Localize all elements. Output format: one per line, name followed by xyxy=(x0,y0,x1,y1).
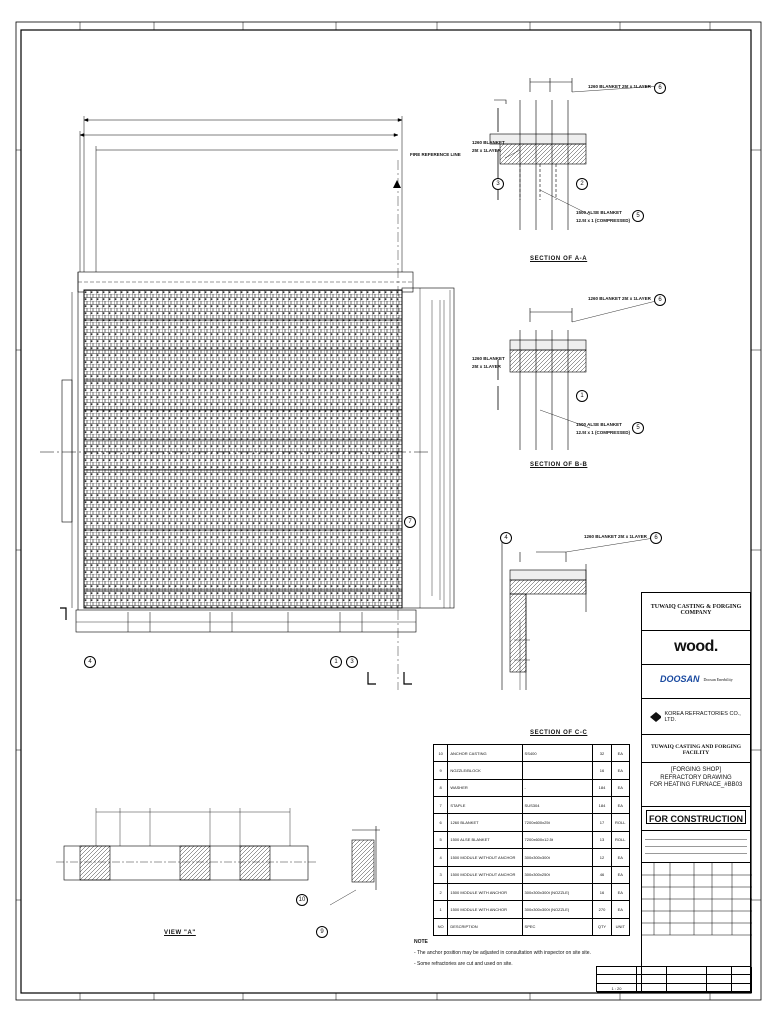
parts-table-row xyxy=(434,745,630,762)
facility-name: TUWAIQ CASTING AND FORGING FACILITY xyxy=(651,744,741,756)
fire-reference-label: FIRE REFERENCE LINE xyxy=(410,152,461,157)
blanket-left-callout-b: 1260 BLANKET xyxy=(472,356,505,361)
parts-cell-no: 4 xyxy=(434,849,448,866)
parts-cell-desc: ANCHOR CASTING xyxy=(448,745,522,762)
parts-table-row xyxy=(434,883,630,900)
parts-cell-desc: 1260 BLANKET xyxy=(448,814,522,831)
parts-cell-qty: 184 xyxy=(593,797,611,814)
parts-cell-desc: DESCRIPTION xyxy=(448,918,522,935)
parts-cell-unit: EA xyxy=(611,901,629,918)
notes-block xyxy=(414,937,599,970)
parts-cell-no: 9 xyxy=(434,762,448,779)
client-name: TUWAIQ CASTING & FORGING COMPANY xyxy=(650,604,742,616)
parts-cell-desc: 1500 MODULE WITH ANCHOR xyxy=(448,883,522,900)
parts-cell-qty: 17 xyxy=(593,814,611,831)
parts-cell-desc: WASHER xyxy=(448,779,522,796)
callout-balloon-10: 10 xyxy=(296,894,308,906)
parts-cell-unit: ROLL xyxy=(611,814,629,831)
block-callout-a-2: 12.5t x 1 (COMPRESSED) xyxy=(576,218,631,223)
callout-balloon-3b: 3 xyxy=(346,656,358,668)
parts-cell-desc: 1500 MODULE WITHOUT ANCHOR xyxy=(448,849,522,866)
parts-cell-qty: 12 xyxy=(593,849,611,866)
drawing-title-line-2: REFRACTORY DRAWING xyxy=(660,774,732,781)
parts-cell-spec: SS400 xyxy=(522,745,593,762)
block-callout-b-2: 12.5t x 1 (COMPRESSED) xyxy=(576,430,631,435)
note-1: - The anchor position may be adjusted in consultation with inspector on site site. xyxy=(414,950,591,956)
parts-cell-spec: 300x300x300t (NOZZLE) xyxy=(522,901,593,918)
parts-cell-no: NO xyxy=(434,918,448,935)
parts-cell-no: 10 xyxy=(434,745,448,762)
parts-table-row xyxy=(434,797,630,814)
parts-table-row xyxy=(434,901,630,918)
parts-cell-no: 6 xyxy=(434,814,448,831)
sheet-info-bar xyxy=(596,966,751,992)
callout-balloon-5b: 5 xyxy=(632,422,644,434)
parts-cell-spec: SUS304 xyxy=(522,797,593,814)
section-c-c-drawing xyxy=(502,538,654,690)
parts-cell-desc: 1500 MODULE WITH ANCHOR xyxy=(448,901,522,918)
parts-table xyxy=(433,744,630,936)
parts-cell-no: 1 xyxy=(434,901,448,918)
parts-cell-spec: 300x300x300t xyxy=(522,849,593,866)
callout-balloon-4: 4 xyxy=(500,532,512,544)
callout-balloon-6c: 6 xyxy=(650,532,662,544)
status-stamp: FOR CONSTRUCTION xyxy=(646,810,746,824)
parts-table-row xyxy=(434,779,630,796)
parts-table-row xyxy=(434,849,630,866)
korea-refractories-logo-icon xyxy=(650,712,661,722)
drawing-title-line-3: FOR HEATING FURNACE_#BB03 xyxy=(649,782,743,788)
parts-table-row xyxy=(434,762,630,779)
parts-cell-unit: EA xyxy=(611,849,629,866)
blanket-left-callout: 1260 BLANKET xyxy=(472,140,505,145)
parts-cell-qty: 184 xyxy=(593,779,611,796)
callout-balloon-9: 9 xyxy=(316,926,328,938)
section-a-a-title: SECTION OF A-A xyxy=(530,256,588,262)
parts-cell-qty: 270 xyxy=(593,901,611,918)
parts-cell-spec: 7200x600x25t xyxy=(522,814,593,831)
subcontractor-name: KOREA REFRACTORIES CO., LTD. xyxy=(664,711,741,723)
view-a-title: VIEW "A" xyxy=(164,930,196,936)
parts-cell-spec: SPEC xyxy=(522,918,593,935)
consultant-logo: wood. xyxy=(674,638,718,655)
parts-cell-spec: 7200x600x12.5t xyxy=(522,831,593,848)
title-block xyxy=(641,592,751,992)
parts-cell-desc: STAPLE xyxy=(448,797,522,814)
parts-table-row xyxy=(434,866,630,883)
contractor-logo: DOOSAN xyxy=(660,674,700,684)
callout-balloon-5: 5 xyxy=(632,210,644,222)
parts-cell-qty: QTY xyxy=(593,918,611,935)
blanket-callout-a: 1260 BLANKET 25t x 1LAYER xyxy=(588,84,651,89)
parts-cell-unit: EA xyxy=(611,866,629,883)
callout-balloon-7: 7 xyxy=(404,516,416,528)
parts-cell-qty: 16 xyxy=(593,762,611,779)
parts-cell-desc: 1500 ALSE BLANKET xyxy=(448,831,522,848)
callout-balloon-3: 3 xyxy=(492,178,504,190)
section-c-c-title: SECTION OF C-C xyxy=(530,730,588,736)
parts-cell-unit: EA xyxy=(611,745,629,762)
parts-cell-unit: EA xyxy=(611,797,629,814)
parts-cell-unit: EA xyxy=(611,883,629,900)
scale-value: 1 : 20 xyxy=(597,984,637,993)
block-callout-b: 1500 ALSE BLANKET xyxy=(576,422,622,427)
blanket-left-callout-2: 25t x 1LAYER xyxy=(472,148,501,153)
parts-table-row xyxy=(434,831,630,848)
contractor-sub: Doosan Enerbility xyxy=(703,676,733,682)
parts-cell-spec xyxy=(522,762,593,779)
disclaimer-text xyxy=(642,831,750,859)
callout-balloon-1b: 1 xyxy=(330,656,342,668)
parts-table-row xyxy=(434,814,630,831)
parts-cell-qty: 46 xyxy=(593,866,611,883)
plan-view xyxy=(40,116,454,690)
callout-balloon-2: 2 xyxy=(576,178,588,190)
parts-cell-qty: 13 xyxy=(593,831,611,848)
parts-cell-spec: - xyxy=(522,779,593,796)
parts-cell-no: 7 xyxy=(434,797,448,814)
parts-cell-unit: ROLL xyxy=(611,831,629,848)
callout-balloon-1: 1 xyxy=(576,390,588,402)
parts-cell-unit: EA xyxy=(611,779,629,796)
parts-cell-no: 8 xyxy=(434,779,448,796)
parts-cell-no: 2 xyxy=(434,883,448,900)
block-callout-a: 1500 ALSE BLANKET xyxy=(576,210,622,215)
parts-cell-no: 3 xyxy=(434,866,448,883)
blanket-callout-c: 1260 BLANKET 25t x 1LAYER xyxy=(584,534,647,539)
note-2: - Some refractories are cut and used on site. xyxy=(414,961,513,967)
parts-cell-qty: 32 xyxy=(593,745,611,762)
notes-heading: NOTE xyxy=(414,939,428,945)
parts-table-row xyxy=(434,918,630,935)
parts-cell-no: 5 xyxy=(434,831,448,848)
view-a-drawing xyxy=(56,808,380,905)
parts-cell-qty: 16 xyxy=(593,883,611,900)
section-b-b-title: SECTION OF B-B xyxy=(530,462,588,468)
callout-balloon-6: 6 xyxy=(654,82,666,94)
parts-cell-unit: EA xyxy=(611,762,629,779)
callout-balloon-4b: 4 xyxy=(84,656,96,668)
callout-balloon-6b: 6 xyxy=(654,294,666,306)
drawing-title-line-1: [FORGING SHOP] xyxy=(670,767,721,773)
parts-cell-spec: 300x300x250t xyxy=(522,866,593,883)
blanket-left-callout-b-2: 25t x 1LAYER xyxy=(472,364,501,369)
parts-cell-unit: UNIT xyxy=(611,918,629,935)
parts-cell-desc: 1500 MODULE WITHOUT ANCHOR xyxy=(448,866,522,883)
parts-cell-desc: NOZZLE/BLOCK xyxy=(448,762,522,779)
parts-cell-spec: 300x300x300t (NOZZLE) xyxy=(522,883,593,900)
section-a-a-drawing xyxy=(490,78,660,230)
blanket-callout-b: 1260 BLANKET 25t x 1LAYER xyxy=(588,296,651,301)
